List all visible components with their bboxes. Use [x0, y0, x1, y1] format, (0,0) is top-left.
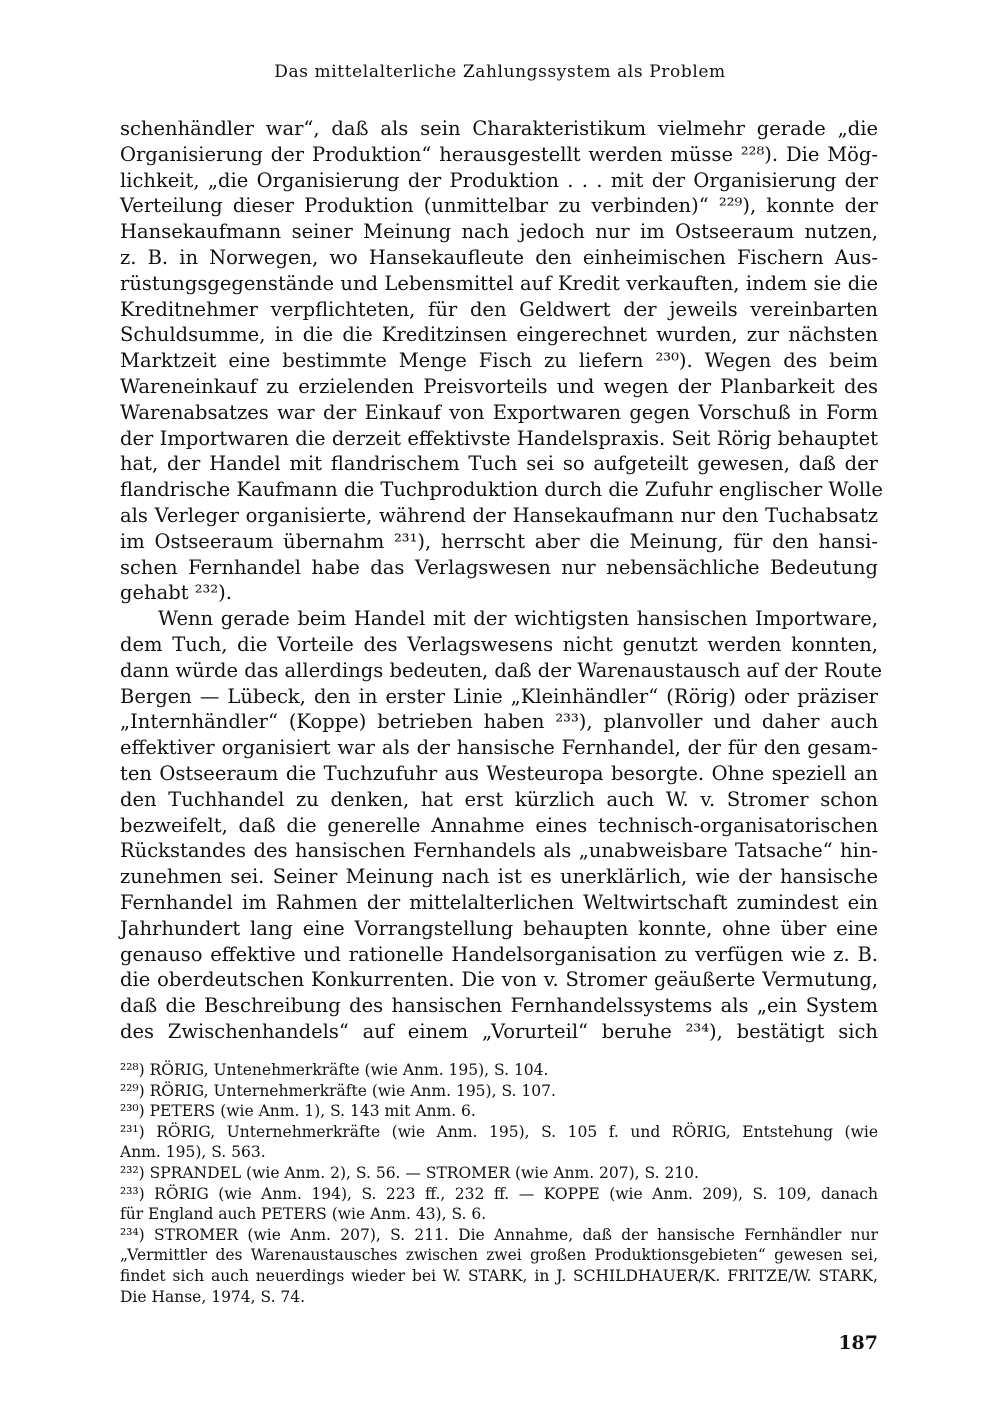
text-line: genauso effektive und rationelle Handelsorganisation zu verfügen wie z. B.	[120, 942, 878, 966]
text-line: Rückstandes des hansischen Fernhandels als „unabweisbare Tatsache“ hin-	[120, 839, 878, 863]
paragraph-end-line: gehabt ²³²).	[120, 581, 232, 605]
text-line: bezweifelt, daß die generelle Annahme eines technisch-organisatorischen	[120, 813, 878, 837]
text-line: schenhändler war“, daß als sein Charakteristikum vielmehr gerade „die	[120, 117, 878, 140]
footnote-234-cont: „Vermittler des Warenaustausches zwischen zwei großen Produktionsgebieten“ gewesen sei,	[120, 1246, 878, 1265]
text-line: schen Fernhandel habe das Verlagswesen nur nebensächliche Bedeutung	[120, 555, 878, 579]
text-line: den Tuchhandel zu denken, hat erst kürzlich auch W. v. Stromer schon	[120, 787, 878, 811]
text-line: im Ostseeraum übernahm ²³¹), herrscht aber die Meinung, für den hansi-	[120, 529, 878, 553]
footnote-228: ²²⁸) RÖRIG, Untenehmerkräfte (wie Anm. 195), S. 104.	[120, 1061, 549, 1079]
text-line: Hansekaufmann seiner Meinung nach jedoch nur im Ostseeraum nutzen,	[120, 220, 878, 244]
footnote-231: ²³¹) RÖRIG, Unternehmerkräfte (wie Anm. 195), S. 105 f. und RÖRIG, Entstehung (wie	[120, 1122, 878, 1141]
running-head: Das mittelalterliche Zahlungssystem als Problem	[274, 62, 726, 82]
text-line: des Zwischenhandels“ auf einem „Vorurteil“ beruhe ²³⁴), bestätigt sich	[120, 1019, 878, 1043]
text-line: effektiver organisiert war als der hansische Fernhandel, der für den gesam-	[120, 736, 878, 760]
page-number: 187	[838, 1332, 878, 1354]
footnote-230: ²³⁰) PETERS (wie Anm. 1), S. 143 mit Anm. 6.	[120, 1102, 476, 1121]
paragraph-start-line: Wenn gerade beim Handel mit der wichtigsten hansischen Importware,	[158, 607, 878, 631]
text-line: Fernhandel im Rahmen der mittelalterlichen Weltwirtschaft zumindest ein	[120, 890, 878, 914]
text-line: die oberdeutschen Konkurrenten. Die von v. Stromer geäußerte Vermutung,	[120, 968, 878, 992]
text-line: Bergen — Lübeck, den in erster Linie „Kleinhändler“ (Rörig) oder präziser	[120, 684, 878, 708]
text-line: dem Tuch, die Vorteile des Verlagswesens nicht genutzt werden konnten,	[120, 632, 878, 656]
footnote-234: ²³⁴) STROMER (wie Anm. 207), S. 211. Die Annahme, daß der hansische Fernhändler nur	[120, 1225, 878, 1244]
footnote-231-cont: Anm. 195), S. 563.	[120, 1143, 266, 1162]
footnote-233-cont: für England auch PETERS (wie Anm. 43), S. 6.	[120, 1205, 487, 1224]
footnote-234-end: Die Hanse, 1974, S. 74.	[120, 1287, 306, 1306]
text-line: zunehmen sei. Seiner Meinung nach ist es unerklärlich, wie der hansische	[120, 865, 878, 889]
text-line: „Internhändler“ (Koppe) betrieben haben ²³³), planvoller und daher auch	[120, 710, 878, 734]
text-line: flandrische Kaufmann die Tuchproduktion durch die Zufuhr englischer Wolle	[120, 478, 883, 502]
footnote-229: ²²⁹) RÖRIG, Unternehmerkräfte (wie Anm. 195), S. 107.	[120, 1081, 556, 1100]
text-line: dann würde das allerdings bedeuten, daß der Warenaustausch auf der Route	[120, 658, 883, 682]
body-text	[120, 116, 883, 1045]
text-line: der Importwaren die derzeit effektivste Handelspraxis. Seit Rörig behauptet	[120, 426, 878, 450]
text-line: z. B. in Norwegen, wo Hansekaufleute den einheimischen Fischern Aus-	[120, 245, 878, 269]
text-line: Warenabsatzes war der Einkauf von Exportwaren gegen Vorschuß in Form	[120, 400, 878, 424]
text-line: ten Ostseeraum die Tuchzufuhr aus Westeuropa besorgte. Ohne speziell an	[120, 761, 878, 785]
text-line: Wareneinkauf zu erzielenden Preisvorteils und wegen der Planbarkeit des	[120, 374, 878, 398]
footnote-232: ²³²) SPRANDEL (wie Anm. 2), S. 56. — STROMER (wie Anm. 207), S. 210.	[120, 1163, 699, 1182]
footnote-234-cont: findet sich auch neuerdings wieder bei W. STARK, in J. SCHILDHAUER/K. FRITZE/W. STARK,	[120, 1266, 878, 1285]
text-line: Kreditnehmer verpflichteten, für den Geldwert der jeweils vereinbarten	[120, 297, 878, 321]
text-line: hat, der Handel mit flandrischem Tuch sei so aufgeteilt gewesen, daß der	[120, 452, 878, 476]
text-line: Organisierung der Produktion“ herausgestellt werden müsse ²²⁸). Die Mög-	[120, 142, 878, 166]
text-line: Verteilung dieser Produktion (unmittelbar zu verbinden)“ ²²⁹), konnte der	[120, 194, 878, 218]
footnotes	[120, 1060, 878, 1307]
text-line: Schuldsumme, in die die Kreditzinsen eingerechnet wurden, zur nächsten	[120, 323, 878, 347]
text-line: lichkeit, „die Organisierung der Produktion . . . mit der Organisierung der	[120, 168, 878, 192]
footnote-233: ²³³) RÖRIG (wie Anm. 194), S. 223 ff., 232 ff. — KOPPE (wie Anm. 209), S. 109, danach	[120, 1184, 878, 1203]
text-line: daß die Beschreibung des hansischen Fernhandelssystems als „ein System	[120, 994, 878, 1018]
text-line: Marktzeit eine bestimmte Menge Fisch zu liefern ²³⁰). Wegen des beim	[120, 349, 878, 373]
text-line: Jahrhundert lang eine Vorrangstellung behaupten konnte, ohne über eine	[120, 916, 878, 940]
text-line: als Verleger organisierte, während der Hansekaufmann nur den Tuchabsatz	[120, 503, 878, 527]
text-line: rüstungsgegenstände und Lebensmittel auf Kredit verkauften, indem sie die	[120, 271, 878, 295]
